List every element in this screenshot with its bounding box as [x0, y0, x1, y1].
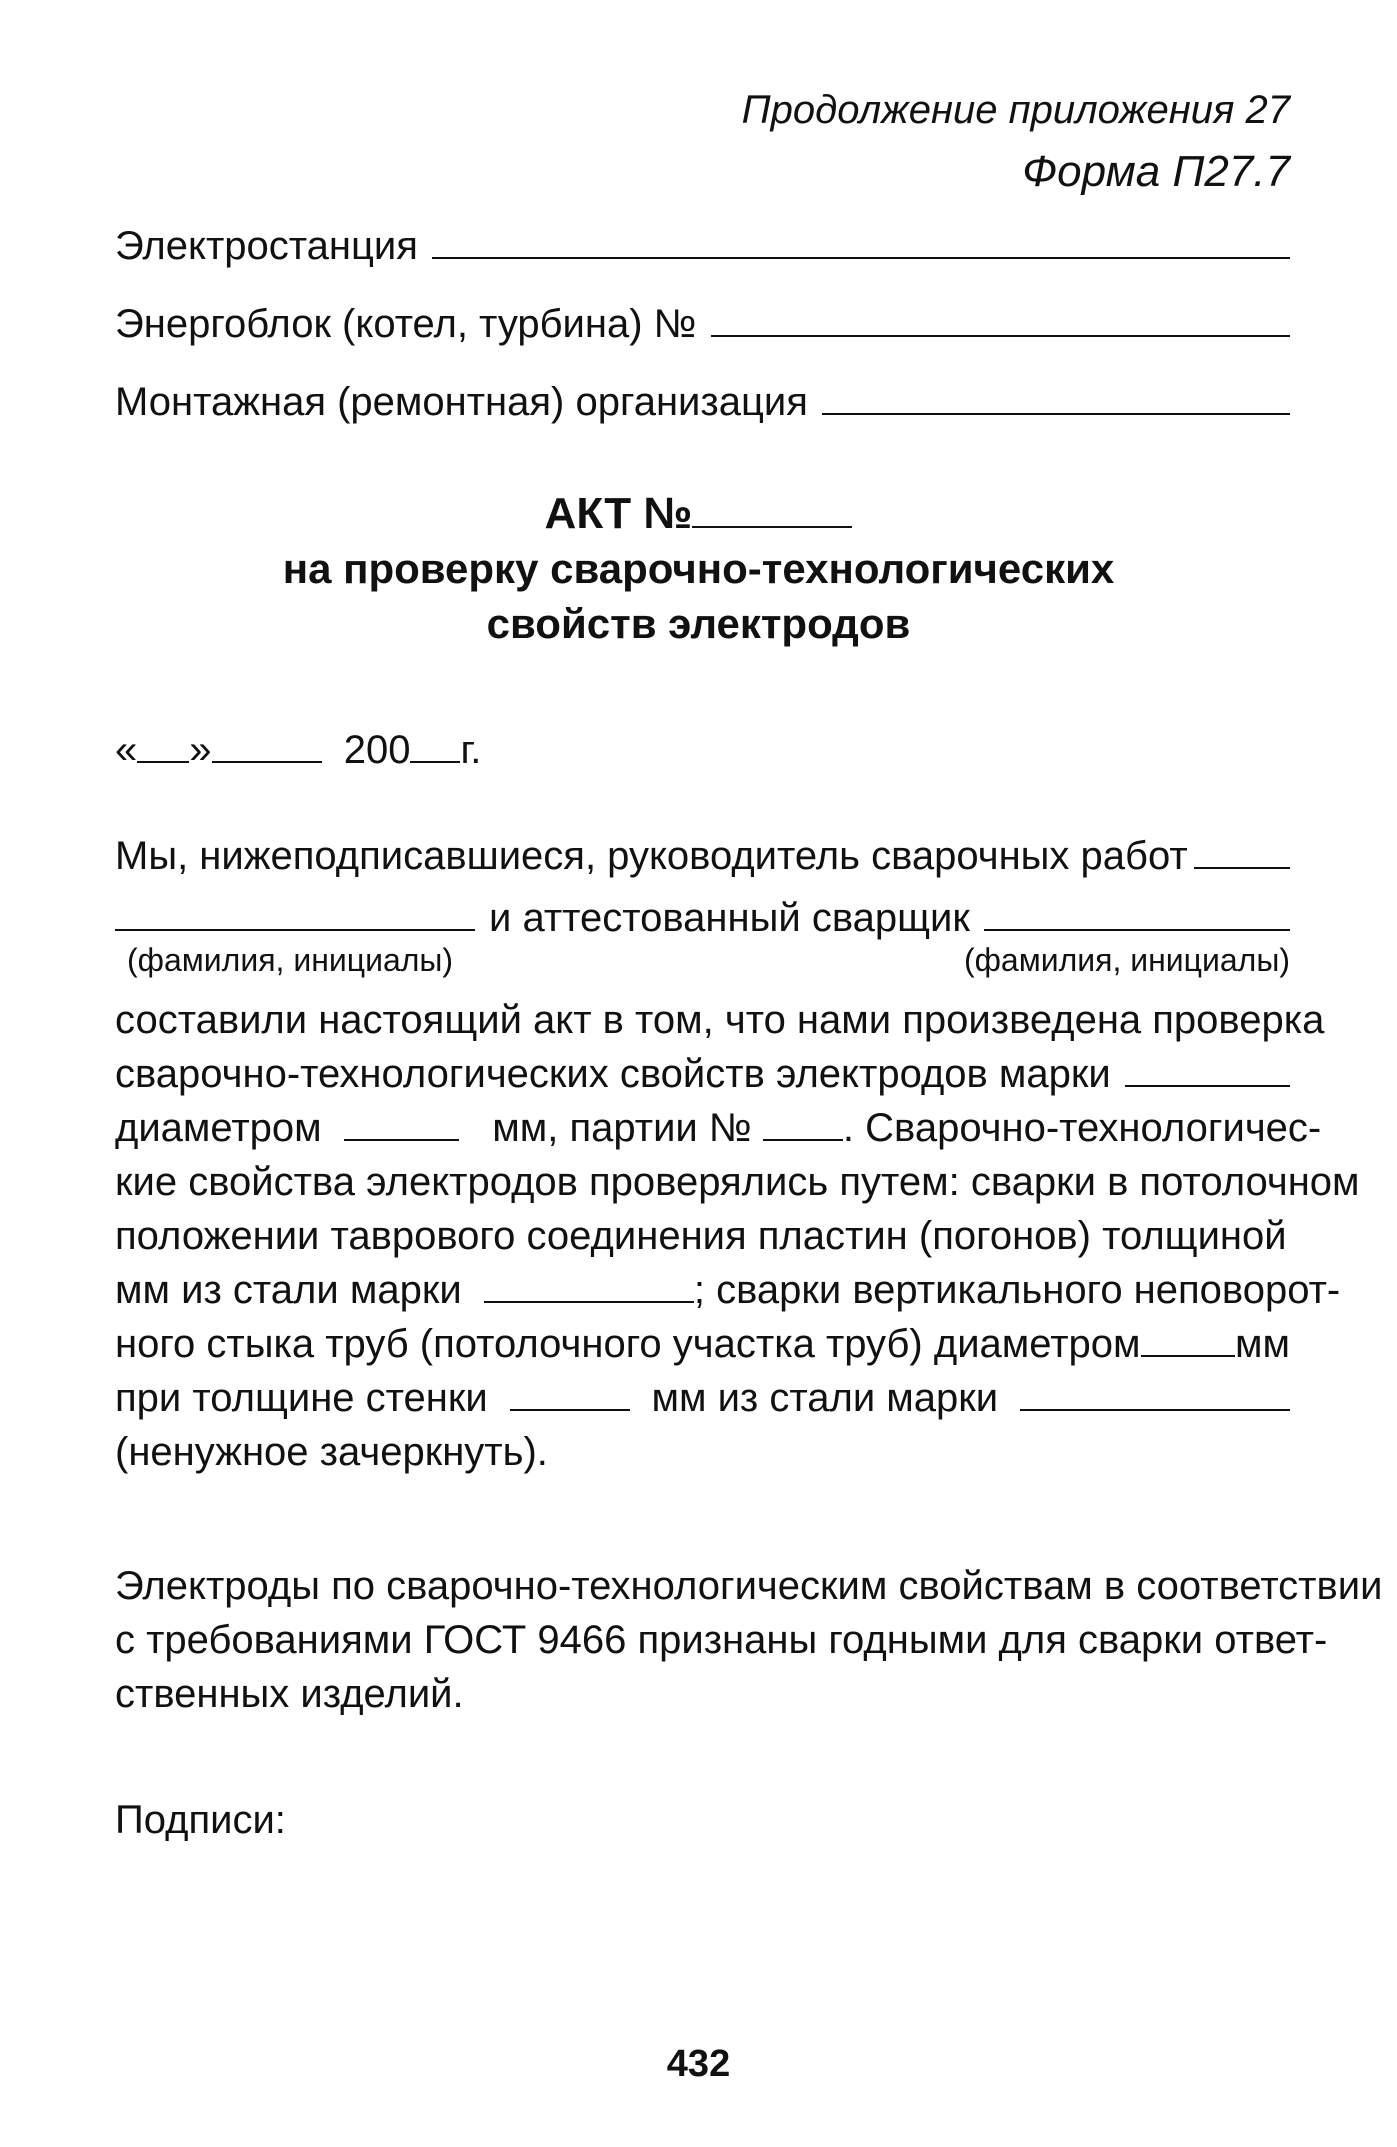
p5-line — [115, 1212, 1290, 1260]
act-subtitle-2: свойств электродов — [486, 600, 911, 647]
unit-blank[interactable] — [711, 301, 1290, 337]
org-label: Монтажная (ремонтная) организация — [115, 380, 808, 424]
pipe-diameter-blank[interactable] — [1141, 1321, 1235, 1357]
year-blank[interactable] — [410, 727, 460, 763]
supervisor-blank[interactable] — [1194, 833, 1290, 869]
captions-line — [115, 940, 1290, 980]
p7-line — [115, 1320, 1290, 1368]
p2-text: сварочно-технологических свойств электродов марки — [115, 1052, 1111, 1096]
p3-line — [115, 1104, 1322, 1152]
signatures-label: Подписи: — [115, 1798, 286, 1842]
org-field[interactable] — [115, 378, 1290, 426]
steel-grade-blank-1[interactable] — [484, 1267, 694, 1303]
diameter-blank[interactable] — [344, 1105, 459, 1141]
conclusion-line-3: ственных изделий. — [115, 1672, 464, 1716]
station-label: Электростанция — [115, 224, 418, 268]
caption-right: (фамилия, инициалы) — [963, 942, 1290, 978]
unit-label: Энергоблок (котел, турбина) № — [115, 302, 697, 346]
wall-thickness-blank[interactable] — [510, 1375, 630, 1411]
conclusion-line-1: Электроды по сварочно-технологическим свойствам в соответствии — [115, 1564, 1383, 1608]
date-line — [115, 726, 1290, 774]
year-suffix: г. — [460, 728, 482, 772]
station-field[interactable] — [115, 222, 1290, 270]
act-subtitle-1: на проверку сварочно-технологических — [282, 545, 1115, 592]
date-open-quote: « — [115, 728, 138, 772]
form-number: Форма П27.7 — [1022, 147, 1290, 196]
p8a-text: при толщине стенки — [115, 1376, 488, 1420]
steel-grade-blank-2[interactable] — [1020, 1375, 1290, 1411]
p3b-text: мм, партии № — [492, 1106, 752, 1150]
p6b-text: ; сварки вертикального неповорот- — [693, 1268, 1341, 1312]
caption-left: (фамилия, инициалы) — [127, 942, 454, 978]
year-prefix: 200 — [343, 728, 411, 772]
welder-line — [115, 894, 1290, 942]
p1-line: составили настоящий акт в том, что нами произведена проверка — [115, 998, 1325, 1042]
electrode-grade-blank[interactable] — [1125, 1051, 1290, 1087]
org-blank[interactable] — [822, 379, 1290, 415]
act-number-blank[interactable] — [692, 492, 852, 528]
act-title — [0, 490, 1397, 538]
page-number: 432 — [666, 2043, 731, 2085]
supervisor-name-blank[interactable] — [115, 895, 475, 931]
p5-text: положении таврового соединения пластин (погонов) толщиной — [115, 1214, 1287, 1258]
p6-line — [115, 1266, 1341, 1314]
p4-line: кие свойства электродов проверялись путем: сварки в потолочном — [115, 1160, 1360, 1204]
intro-text: Мы, нижеподписавшиеся, руководитель сварочных работ — [115, 834, 1188, 878]
day-blank[interactable] — [137, 727, 189, 763]
p3c-text: . Сварочно-технологичес- — [842, 1106, 1322, 1150]
p6a-text: мм из стали марки — [115, 1268, 462, 1312]
p2-line — [115, 1050, 1290, 1098]
welder-text: и аттестованный сварщик — [489, 896, 970, 940]
station-blank[interactable] — [432, 223, 1290, 259]
conclusion-line-2: с требованиями ГОСТ 9466 признаны годными для сварки ответ- — [115, 1618, 1328, 1662]
p7b-text: мм — [1235, 1322, 1290, 1366]
p3a-text: диаметром — [115, 1106, 322, 1150]
month-blank[interactable] — [212, 727, 322, 763]
continuation-note: Продолжение приложения 27 — [741, 88, 1290, 132]
p7a-text: ного стыка труб (потолочного участка труб) диаметром — [115, 1322, 1141, 1366]
intro-line — [115, 832, 1290, 880]
unit-field[interactable] — [115, 300, 1290, 348]
p8-line — [115, 1374, 1290, 1422]
p9-line: (ненужное зачеркнуть). — [115, 1430, 548, 1474]
p8b-text: мм из стали марки — [651, 1376, 999, 1420]
welder-name-blank[interactable] — [984, 895, 1290, 931]
act-number-label: АКТ № — [544, 489, 693, 538]
batch-blank[interactable] — [763, 1105, 843, 1141]
date-close-quote: » — [189, 728, 212, 772]
